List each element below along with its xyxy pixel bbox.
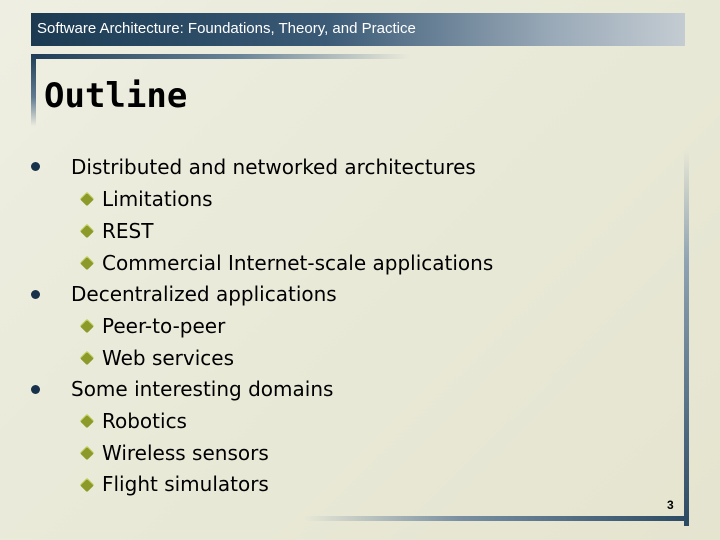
top-accent-rule xyxy=(31,54,411,59)
outline-subitem-label: Flight simulators xyxy=(102,472,269,496)
circle-bullet-icon xyxy=(31,290,40,299)
outline-item-label: Decentralized applications xyxy=(71,282,337,306)
bottom-accent-rule xyxy=(305,516,689,521)
outline-subitem-label: Limitations xyxy=(102,187,213,211)
square-bullet-icon xyxy=(80,319,94,333)
outline-subitem-label: Web services xyxy=(102,346,235,370)
outline-subitem-label: REST xyxy=(102,219,154,243)
square-bullet-icon xyxy=(80,224,94,238)
square-bullet-icon xyxy=(80,351,94,365)
outline-item-label: Distributed and networked architectures xyxy=(71,155,476,179)
outline-subitem-label: Peer-to-peer xyxy=(102,314,226,338)
square-bullet-icon xyxy=(80,414,94,428)
left-accent-rule xyxy=(31,54,36,126)
square-bullet-icon xyxy=(80,446,94,460)
outline-subitem-label: Commercial Internet-scale applications xyxy=(102,251,494,275)
course-title: Software Architecture: Foundations, Theory, and Practice xyxy=(37,20,416,37)
circle-bullet-icon xyxy=(31,385,40,394)
square-bullet-icon xyxy=(80,478,94,492)
square-bullet-icon xyxy=(80,192,94,206)
right-accent-rule xyxy=(684,150,689,526)
outline-item-label: Some interesting domains xyxy=(71,377,334,401)
page-number: 3 xyxy=(667,498,674,512)
slide-title: Outline xyxy=(44,76,188,116)
outline-subitem-label: Wireless sensors xyxy=(102,441,269,465)
header-bar xyxy=(31,13,685,46)
outline-subitem-label: Robotics xyxy=(102,409,187,433)
square-bullet-icon xyxy=(80,256,94,270)
circle-bullet-icon xyxy=(31,162,40,171)
